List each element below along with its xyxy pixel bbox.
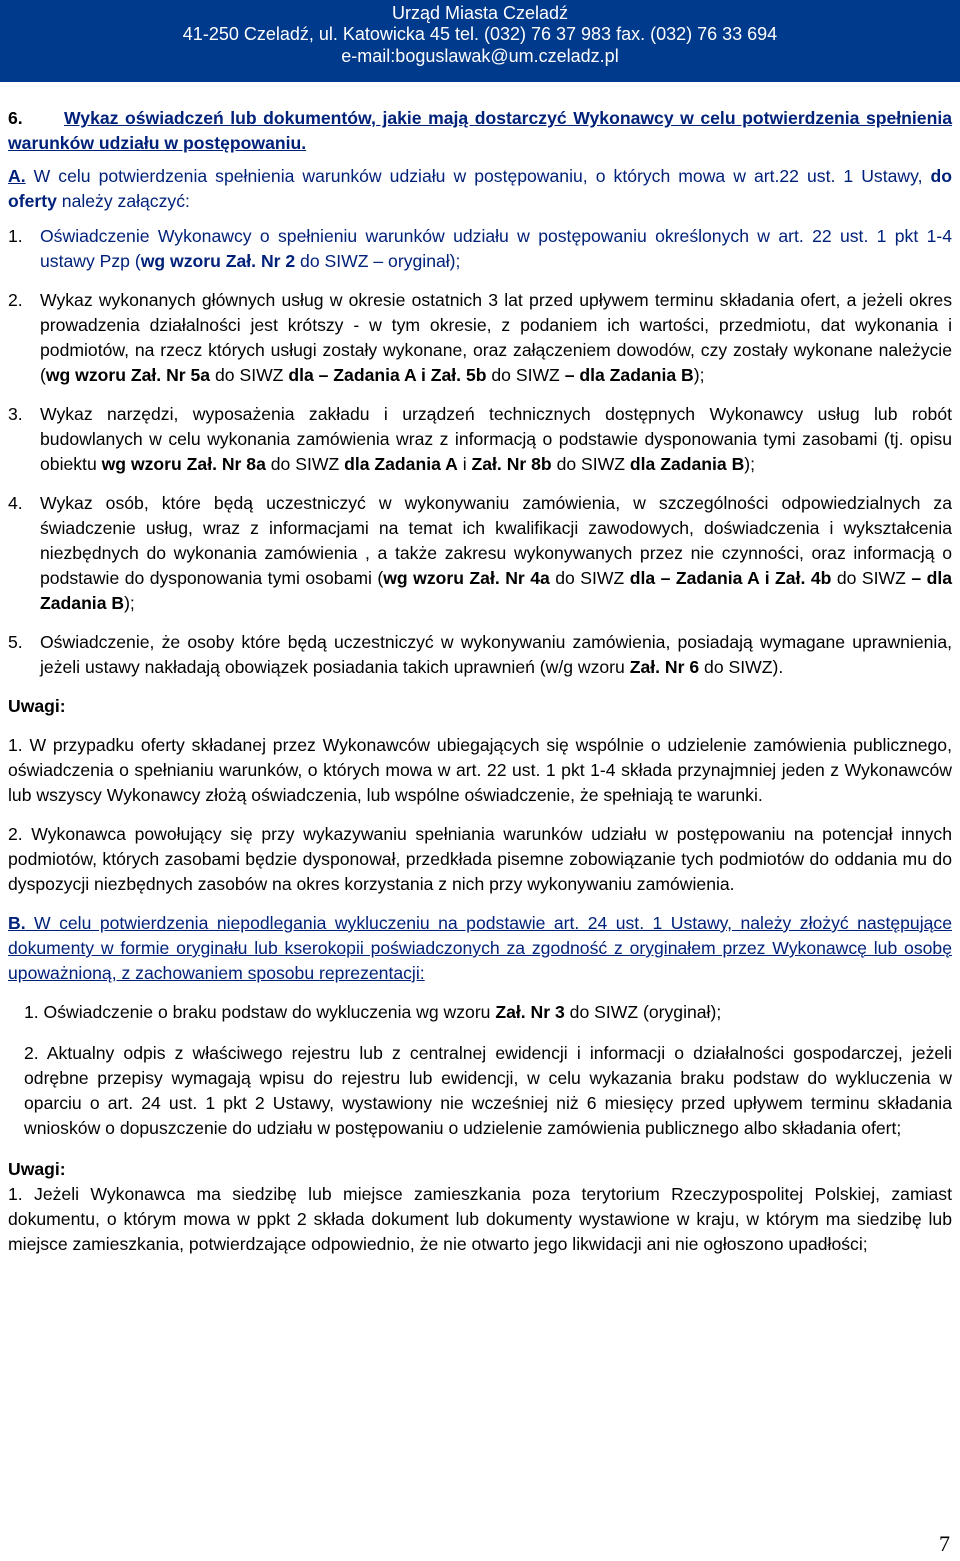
section-a-intro: A. W celu potwierdzenia spełnienia warunków udziału w postępowaniu, o których mowa w art.22 ust. 1 Ustawy, do oferty należy załączyć:: [8, 166, 952, 211]
remarks-heading: Uwagi:: [8, 1159, 66, 1179]
letterhead: [0, 0, 960, 82]
office-address: 41-250 Czeladź, ul. Katowicka 45 tel. (032) 76 37 983 fax. (032) 76 33 694: [182, 24, 778, 44]
remark-paragraph: 2. Wykonawca powołujący się przy wykazywaniu spełniania warunków udziału w postępowaniu na potencjał innych podmiotów, których zasobami będzie dysponował, przedkłada pisemne zobowiązanie tych podmiotów do oddania mu do dyspozycji niezbędnych zasobów na okres korzystania z nich przy wykonywaniu zamówienia.: [8, 824, 952, 894]
list-item: 2. Wykaz wykonanych głównych usług w okresie ostatnich 3 lat przed upływem terminu składania ofert, a jeżeli okres prowadzenia działalności jest krótszy - w tym okresie, z podaniem ich wartości, przedmiotu, dat wykonania i podmiotów, na rzecz których usługi zostały wykonane, oraz załączeniem dowodów, czy zostały wykonane należycie (wg wzoru Zał. Nr 5a do SIWZ dla – Zadania A i Zał. 5b do SIWZ – dla Zadania B);: [8, 290, 952, 385]
remarks-heading: Uwagi:: [8, 696, 66, 716]
list-item: 1. Oświadczenie o braku podstaw do wykluczenia wg wzoru Zał. Nr 3 do SIWZ (oryginał);: [24, 1002, 722, 1022]
office-email: e-mail:boguslawak@um.czeladz.pl: [341, 46, 619, 66]
list-item: 3. Wykaz narzędzi, wyposażenia zakładu i urządzeń technicznych dostępnych Wykonawcy usług lub robót budowlanych w celu wykonania zamówienia wraz z informacją o podstawie dysponowania tymi zasobami (tj. opisu obiektu wg wzoru Zał. Nr 8a do SIWZ dla Zadania A i Zał. Nr 8b do SIWZ dla Zadania B);: [8, 404, 952, 474]
section-b-letter: B.: [8, 913, 26, 933]
remark-paragraph: 1. Jeżeli Wykonawca ma siedzibę lub miejsce zamieszkania poza terytorium Rzeczypospolitej Polskiej, zamiast dokumentu, o którym mowa w ppkt 2 składa dokument lub dokumenty wystawione w kraju, w którym ma siedzibę lub miejsce zamieszkania, potwierdzające odpowiednio, że nie otwarto jego likwidacji ani nie ogłoszono upadłości;: [8, 1184, 952, 1254]
list-item: 4. Wykaz osób, które będą uczestniczyć w wykonywaniu zamówienia, w szczególności odpowiedzialnych za świadczenie usług, wraz z informacjami na temat ich kwalifikacji zawodowych, doświadczenia i wykształcenia niezbędnych do wykonania zamówienia , a także zakresu wykonywanych przez nie czynności, oraz informacją o podstawie do dysponowania tymi osobami (wg wzoru Zał. Nr 4a do SIWZ dla – Zadania A i Zał. 4b do SIWZ – dla Zadania B);: [8, 493, 952, 613]
list-item: 5. Oświadczenie, że osoby które będą uczestniczyć w wykonywaniu zamówienia, posiadają wymagane uprawnienia, jeżeli ustawy nakładają obowiązek posiadania takich uprawnień (w/g wzoru Zał. Nr 6 do SIWZ).: [8, 632, 952, 677]
office-name: Urząd Miasta Czeladź: [391, 3, 569, 23]
list-item: 1. Oświadczenie Wykonawcy o spełnieniu warunków udziału w postępowaniu określonych w art. 22 ust. 1 pkt 1-4 ustawy Pzp (wg wzoru Zał. Nr 2 do SIWZ – oryginał);: [8, 226, 952, 271]
section-number: 6.: [8, 108, 23, 128]
section-a-letter: A.: [8, 166, 26, 186]
page-number: 7: [939, 1531, 950, 1556]
section-title: Wykaz oświadczeń lub dokumentów, jakie mają dostarczyć Wykonawcy w celu potwierdzenia spełnienia warunków udziału w postępowaniu.: [8, 108, 952, 153]
list-item: 2. Aktualny odpis z właściwego rejestru lub z centralnej ewidencji i informacji o działalności gospodarczej, jeżeli odrębne przepisy wymagają wpisu do rejestru lub ewidencji, w celu wykazania braku podstaw do wykluczenia w oparciu o art. 24 ust. 1 pkt 2 Ustawy, wystawiony nie wcześniej niż 6 miesięcy przed upływem terminu składania wniosków o dopuszczenie do udziału w postępowaniu o udzielenie zamówienia publicznego albo składania ofert;: [24, 1043, 952, 1138]
section-6-heading: [8, 106, 952, 156]
remark-paragraph: 1. W przypadku oferty składanej przez Wykonawców ubiegających się wspólnie o udzielenie zamówienia publicznego, oświadczenia o spełnianiu warunków, o których mowa w art. 22 ust. 1 pkt 1-4 składa przynajmniej jeden z Wykonawców lub wszyscy Wykonawcy złożą oświadczenia, lub wspólne oświadczenie, że spełniają te warunki.: [8, 735, 952, 805]
section-b-intro: B. W celu potwierdzenia niepodlegania wykluczeniu na podstawie art. 24 ust. 1 Ustawy, należy złożyć następujące dokumenty w formie oryginału lub kserokopii poświadczonych za zgodność z oryginałem przez Wykonawcę lub osobę upoważnioną, z zachowaniem sposobu reprezentacji:: [8, 913, 952, 983]
document-body: [8, 100, 952, 1271]
